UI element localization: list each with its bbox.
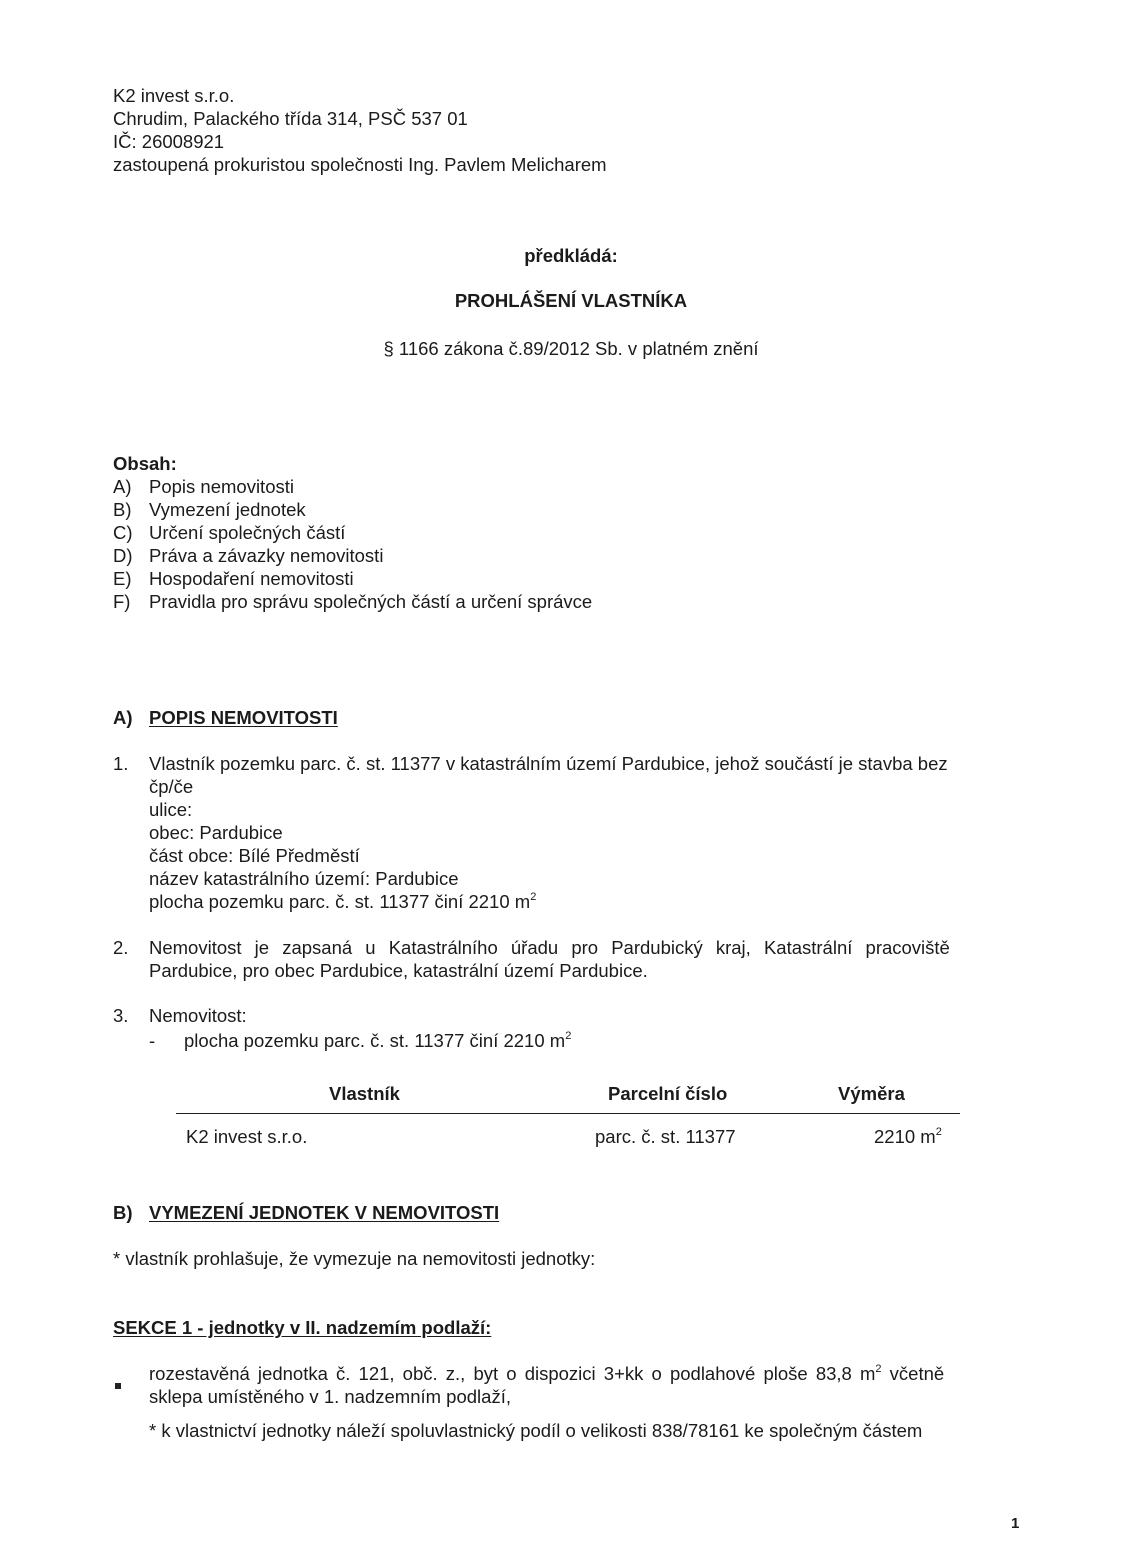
superscript: 2 [875, 1363, 882, 1375]
unit-line-1 [149, 1362, 1025, 1385]
item-1-line: ulice: [149, 799, 193, 820]
toc-item: C) Určení společných částí [113, 522, 346, 543]
item-2-line-2: Pardubice, pro obec Pardubice, katastrální území Pardubice. [149, 960, 648, 981]
law-reference: § 1166 zákona č.89/2012 Sb. v platném znění [383, 338, 759, 359]
section-b-intro: * vlastník prohlašuje, že vymezuje na nemovitosti jednotky: [113, 1248, 596, 1269]
item-1-line: část obce: Bílé Předměstí [149, 845, 360, 866]
section-a-item-1 [113, 752, 1025, 913]
item-1-line: čp/če [149, 776, 194, 797]
item-1-area-line [149, 890, 1025, 913]
section-a-title: POPIS NEMOVITOSTI [149, 707, 338, 728]
page-number: 1 [1011, 1515, 1020, 1532]
item-number: 3. [113, 1005, 129, 1026]
company-name: K2 invest s.r.o. [113, 85, 235, 106]
superscript: 2 [565, 1030, 572, 1042]
item-3-line-1: Nemovitost: [149, 1005, 247, 1026]
cell-area-text: 2210 m [874, 1126, 936, 1147]
document-title: PROHLÁŠENÍ VLASTNÍKA [454, 290, 688, 311]
section-a-item-3 [113, 1004, 1025, 1052]
unit-list-item [113, 1362, 1025, 1442]
section-b-letter: B) [113, 1202, 133, 1223]
owner-table-header [0, 1082, 1142, 1106]
dash-bullet: - [149, 1030, 156, 1051]
cell-owner: K2 invest s.r.o. [186, 1126, 308, 1147]
header-owner: Vlastník [329, 1083, 400, 1104]
square-bullet-icon [115, 1371, 121, 1394]
section-a-item-2 [113, 936, 1025, 982]
unit-line-2: sklepa umístěného v 1. nadzemním podlaží, [149, 1386, 511, 1407]
item-1-line: název katastrálního území: Pardubice [149, 868, 459, 889]
superscript: 2 [935, 1126, 942, 1138]
toc-item: F) Pravidla pro správu společných částí a určení správce [113, 591, 593, 612]
unit-share-line: * k vlastnictví jednotky náleží spoluvlastnický podíl o velikosti 838/78161 ke společným částem [149, 1420, 923, 1441]
company-address: Chrudim, Palackého třída 314, PSČ 537 01 [113, 108, 468, 129]
item-2-line-1-text: Nemovitost je zapsaná u Katastrálního úřadu pro Pardubický kraj, Katastrální pracoviště [149, 937, 950, 958]
cell-area [874, 1125, 942, 1148]
unit-line-1-end: včetně [881, 1363, 945, 1384]
toc-item: E) Hospodaření nemovitosti [113, 568, 354, 589]
company-header [113, 84, 607, 176]
superscript: 2 [530, 891, 537, 903]
item-3-area-text: plocha pozemku parc. č. st. 11377 činí 2210 m [184, 1030, 566, 1051]
header-area: Výměra [838, 1083, 905, 1104]
section-a-heading [113, 706, 338, 729]
item-1-area-text: plocha pozemku parc. č. st. 11377 činí 2210 m [149, 891, 531, 912]
item-1-line: obec: Pardubice [149, 822, 283, 843]
cell-parcel: parc. č. st. 11377 [595, 1126, 736, 1147]
toc-item: B) Vymezení jednotek [113, 499, 306, 520]
item-number: 2. [113, 937, 129, 958]
table-row [0, 1125, 1142, 1149]
presents-label: předkládá: [524, 245, 618, 266]
header-parcel: Parcelní číslo [608, 1083, 728, 1104]
item-number: 1. [113, 753, 129, 774]
unit-line-1-text: rozestavěná jednotka č. 121, obč. z., byt o dispozici 3+kk o podlahové ploše 83,8 m [149, 1363, 876, 1384]
section-b-title: VYMEZENÍ JEDNOTEK V NEMOVITOSTI [149, 1202, 500, 1223]
company-representative: zastoupená prokuristou společnosti Ing. Pavlem Melicharem [113, 154, 607, 175]
table-divider [176, 1113, 960, 1114]
company-id: IČ: 26008921 [113, 131, 225, 152]
item-3-dash-line [149, 1029, 1025, 1052]
toc-item: A) Popis nemovitosti [113, 476, 294, 497]
sekce-title: SEKCE 1 - jednotky v II. nadzemím podlaží: [113, 1317, 492, 1338]
item-1-line: Vlastník pozemku parc. č. st. 11377 v katastrálním území Pardubice, jehož součástí je stavba bez [149, 753, 948, 774]
toc-heading: Obsah: [113, 453, 177, 474]
toc-item: D) Práva a závazky nemovitosti [113, 545, 384, 566]
section-a-letter: A) [113, 707, 133, 728]
section-b-heading [113, 1201, 499, 1224]
item-2-line-1 [149, 936, 1025, 959]
table-of-contents [113, 452, 592, 613]
